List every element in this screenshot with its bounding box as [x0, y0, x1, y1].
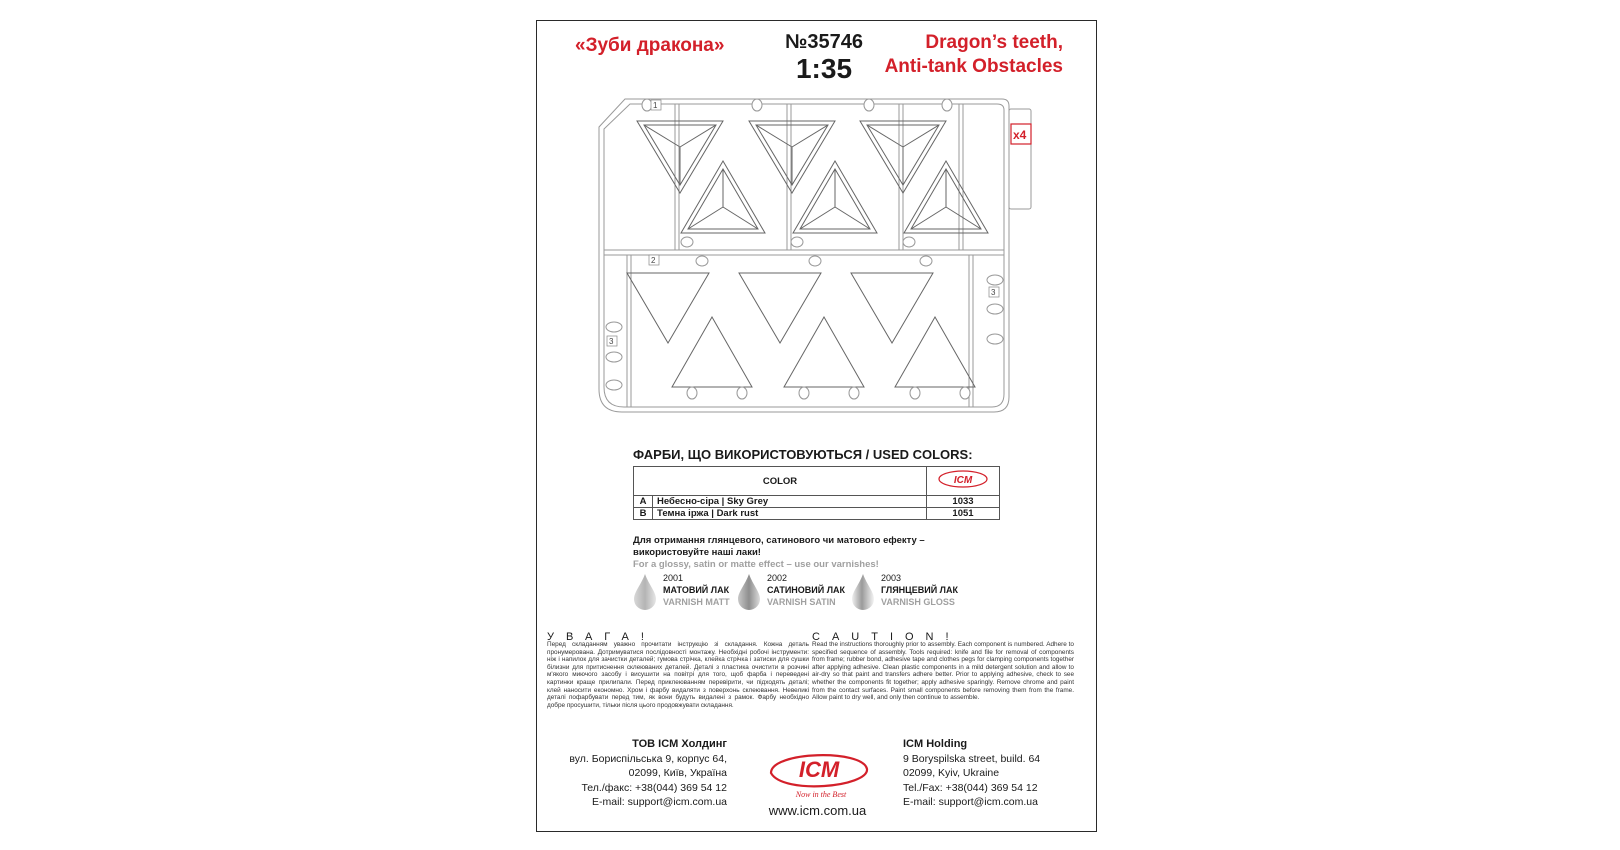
part-label-3-left: 3 [609, 337, 614, 346]
icm-logo-icon [763, 743, 873, 801]
street-en: 9 Boryspilska street, build. 64 [903, 752, 1041, 765]
instruction-sheet [536, 20, 1097, 832]
title-ukrainian: «Зуби дракона» [575, 35, 725, 56]
website-link[interactable]: www.icm.com.ua [768, 803, 867, 818]
colors-header-color: COLOR [634, 467, 927, 496]
varnish-name-ua: ГЛЯНЦЕВИЙ ЛАК [881, 585, 958, 595]
svg-text:Now in the Best: Now in the Best [795, 790, 847, 799]
varnish-drop-icon [633, 573, 657, 611]
part-label-2: 2 [651, 256, 656, 265]
varnish-name-en: VARNISH SATIN [767, 597, 836, 607]
title-english-line2: Anti-tank Obstacles [884, 56, 1063, 77]
colors-table-header [634, 467, 1000, 496]
kit-scale: 1:35 [795, 53, 853, 84]
street-ua: вул. Бориспільська 9, корпус 64, [569, 752, 727, 765]
color-name: Небесно-сіра | Sky Grey [653, 496, 927, 508]
city-en: 02099, Kyiv, Ukraine [903, 767, 1000, 779]
caution-heading-english: CAUTION! [812, 631, 961, 643]
svg-text:ICM: ICM [798, 757, 840, 782]
colors-header-brand [927, 467, 1000, 496]
varnish-number: 2001 [663, 573, 684, 583]
part-label-3-right: 3 [991, 288, 996, 297]
phone-en: Tel./Fax: +38(044) 369 54 12 [903, 781, 1038, 794]
phone-ua: Тел./факс: +38(044) 369 54 12 [581, 781, 727, 794]
varnish-item-satin [737, 573, 853, 617]
kit-number: №35746 [785, 31, 863, 53]
color-number: 1051 [927, 508, 1000, 520]
part-label-1: 1 [653, 101, 658, 110]
varnish-name-en: VARNISH MATT [663, 597, 730, 607]
company-name-ua: ТОВ ICM Холдинг [632, 738, 727, 750]
sprue-diagram [597, 97, 1037, 437]
title-english [867, 31, 1063, 79]
varnish-item-matt [633, 573, 743, 617]
varnish-intro-english: For a glossy, satin or matte effect – use our varnishes! [633, 559, 879, 570]
caution-text-english: Read the instructions thoroughly prior to assembly. Each component is numbered. Adhere to specified sequence of assembly. Tools required: knife and file for removal of components from frame; rubber bond, adhesive tape and clothes pegs for clamping components together after applying adhesive. Clean plastic components in a mild detergent solution and allow to air-dry so that paint and transfers adhere better. Prior to applying adhesive, check to see whether the components fit together; apply adhesive sparingly. Remove chrome and paint from the contact surfaces. Paint small components before removing them from the frame. Allow paint to dry well, and only then continue to assemble. [812, 641, 1074, 702]
caution-heading-ukrainian: УВАГА! [547, 631, 656, 643]
varnish-number: 2002 [767, 573, 788, 583]
varnish-drop-icon [851, 573, 875, 611]
varnish-number: 2003 [881, 573, 902, 583]
varnish-intro-ua-line2: використовуйте наші лаки! [633, 547, 761, 558]
varnish-drop-icon [737, 573, 761, 611]
contacts-ukrainian [557, 737, 727, 810]
icm-small-logo-icon [937, 470, 989, 490]
color-code: A [634, 496, 653, 508]
varnish-item-gloss [851, 573, 971, 617]
email-en: E-mail: support@icm.com.ua [903, 796, 1038, 808]
color-number: 1033 [927, 496, 1000, 508]
company-name-en: ICM Holding [903, 738, 968, 750]
colors-table [633, 466, 1000, 520]
email-ua: E-mail: support@icm.com.ua [592, 796, 727, 808]
color-name: Темна іржа | Dark rust [653, 508, 927, 520]
caution-text-ukrainian: Перед складанням уважно прочитати інструкцію зі складання. Кожна деталь пронумерована. Дотримуватися послідовності монтажу. Необхідні робочі інструменти: ніж і напилок для зачистки деталей; гумова стрічка, клейка стрічка і затиски для сушки білизни для притиснення склеюваних деталей. Деталі з пластика очистити в розчині м'якого миючого засобу і висушити на повітрі для того, щоб фарба і переведені картинки краще прилипали. Перед приклеюванням перевірити, чи підходять деталі; клей наносити економно. Хром і фарбу видаляти з поверхонь склеювання. Невеликі деталі пофарбувати перед тим, як вони будуть видалені з рамок. Фарбу необхідно добре просушити, тільки після цього продовжувати складання. [547, 641, 809, 709]
color-code: B [634, 508, 653, 520]
varnish-intro-ukrainian [633, 535, 953, 559]
contacts-english [903, 737, 1083, 810]
varnish-name-en: VARNISH GLOSS [881, 597, 955, 607]
color-row [634, 496, 1000, 508]
sprue-multiplier: x4 [1013, 128, 1027, 142]
varnish-name-ua: САТИНОВИЙ ЛАК [767, 585, 846, 595]
title-english-line1: Dragon’s teeth, [925, 32, 1063, 53]
varnish-list [633, 573, 973, 617]
varnish-name-ua: МАТОВИЙ ЛАК [663, 585, 730, 595]
color-row [634, 508, 1000, 520]
city-ua: 02099, Київ, Україна [628, 767, 727, 779]
colors-section-title: ФАРБИ, ЩО ВИКОРИСТОВУЮТЬСЯ / USED COLORS: [633, 447, 973, 462]
varnish-intro-ua-line1: Для отримання глянцевого, сатинового чи матового ефекту – [633, 535, 925, 546]
svg-text:ICM: ICM [953, 474, 973, 486]
